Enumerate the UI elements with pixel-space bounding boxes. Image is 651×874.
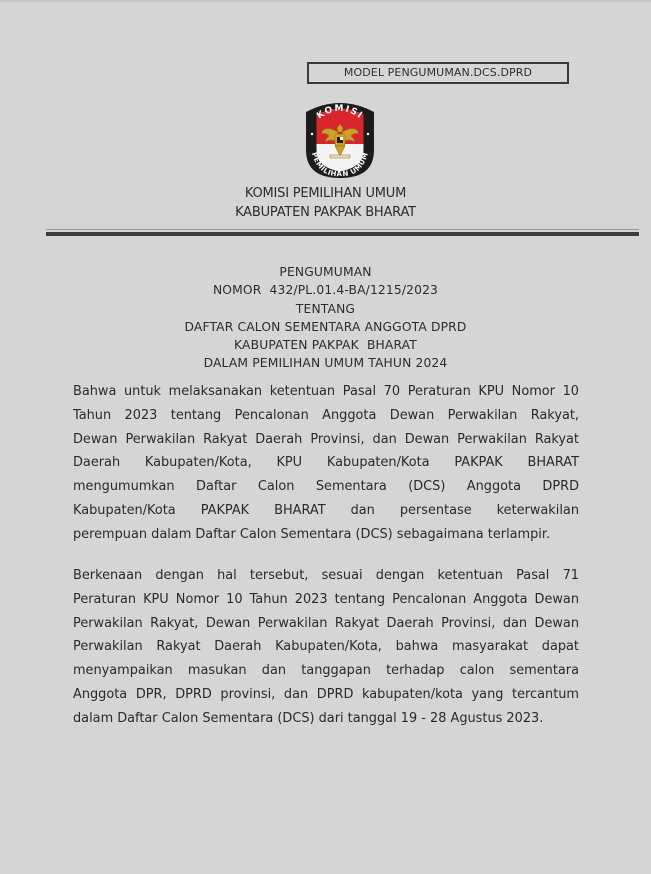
paragraph-1 — [73, 380, 579, 547]
model-label: MODEL PENGUMUMAN.DCS.DPRD — [343, 66, 533, 79]
paragraph-line: Anggota DPR, DPRD provinsi, dan DPRD kabupaten/kota yang tercantum — [73, 686, 579, 702]
paragraph-line: menyampaikan masukan dan tanggapan terhadap calon sementara — [73, 663, 579, 679]
logo-top-text: KOMISI — [315, 103, 365, 122]
kpu-logo-icon — [302, 98, 378, 178]
kpu-logo-graphic — [302, 98, 378, 178]
title-line: DAFTAR CALON SEMENTARA ANGGOTA DPRD — [184, 319, 467, 334]
page-top-shadow — [0, 0, 651, 3]
title-line: KABUPATEN PAKPAK BHARAT — [234, 338, 417, 353]
title-line: NOMOR 432/PL.01.4-BA/1215/2023 — [212, 283, 439, 298]
letterhead-divider-thick — [46, 232, 639, 236]
paragraph-line: Peraturan KPU Nomor 10 Tahun 2023 tentang Pencalonan Anggota Dewan — [73, 591, 579, 607]
paragraph-line: Perwakilan Rakyat, Dewan Perwakilan Rakyat Daerah Provinsi, dan Dewan — [73, 615, 579, 631]
model-label-box — [307, 62, 569, 84]
org-name-line1: KOMISI PEMILIHAN UMUM — [244, 186, 407, 201]
paragraph-line: Daerah Kabupaten/Kota, KPU Kabupaten/Kota PAKPAK BHARAT — [73, 455, 579, 471]
title-line: DALAM PEMILIHAN UMUM TAHUN 2024 — [203, 356, 448, 371]
paragraph-line: Kabupaten/Kota PAKPAK BHARAT dan persentase keterwakilan — [73, 502, 579, 518]
logo-bottom-text: PEMILIHAN UMUM — [310, 151, 371, 178]
paragraph-line: Dewan Perwakilan Rakyat Daerah Provinsi, dan Dewan Perwakilan Rakyat — [73, 431, 579, 447]
paragraph-line: mengumumkan Daftar Calon Sementara (DCS) Anggota DPRD — [73, 479, 579, 495]
org-name-line2: KABUPATEN PAKPAK BHARAT — [235, 205, 416, 220]
title-line: TENTANG — [295, 301, 356, 316]
announcement-title — [0, 263, 651, 373]
paragraph-line: Perwakilan Rakyat Daerah Kabupaten/Kota, bahwa masyarakat dapat — [73, 639, 579, 655]
paragraph-line: Tahun 2023 tentang Pencalonan Anggota Dewan Perwakilan Rakyat, — [73, 407, 579, 423]
paragraph-line: perempuan dalam Daftar Calon Sementara (DCS) sebagaimana terlampir. — [73, 526, 551, 542]
title-line: PENGUMUMAN — [279, 265, 372, 279]
paragraph-line: Berkenaan dengan hal tersebut, sesuai dengan ketentuan Pasal 71 — [73, 568, 579, 583]
paragraph-line: Bahwa untuk melaksanakan ketentuan Pasal 70 Peraturan KPU Nomor 10 — [73, 384, 579, 399]
letterhead-divider-thin — [46, 229, 639, 230]
paragraph-line: dalam Daftar Calon Sementara (DCS) dari tanggal 19 - 28 Agustus 2023. — [73, 710, 544, 726]
paragraph-2 — [73, 564, 579, 731]
